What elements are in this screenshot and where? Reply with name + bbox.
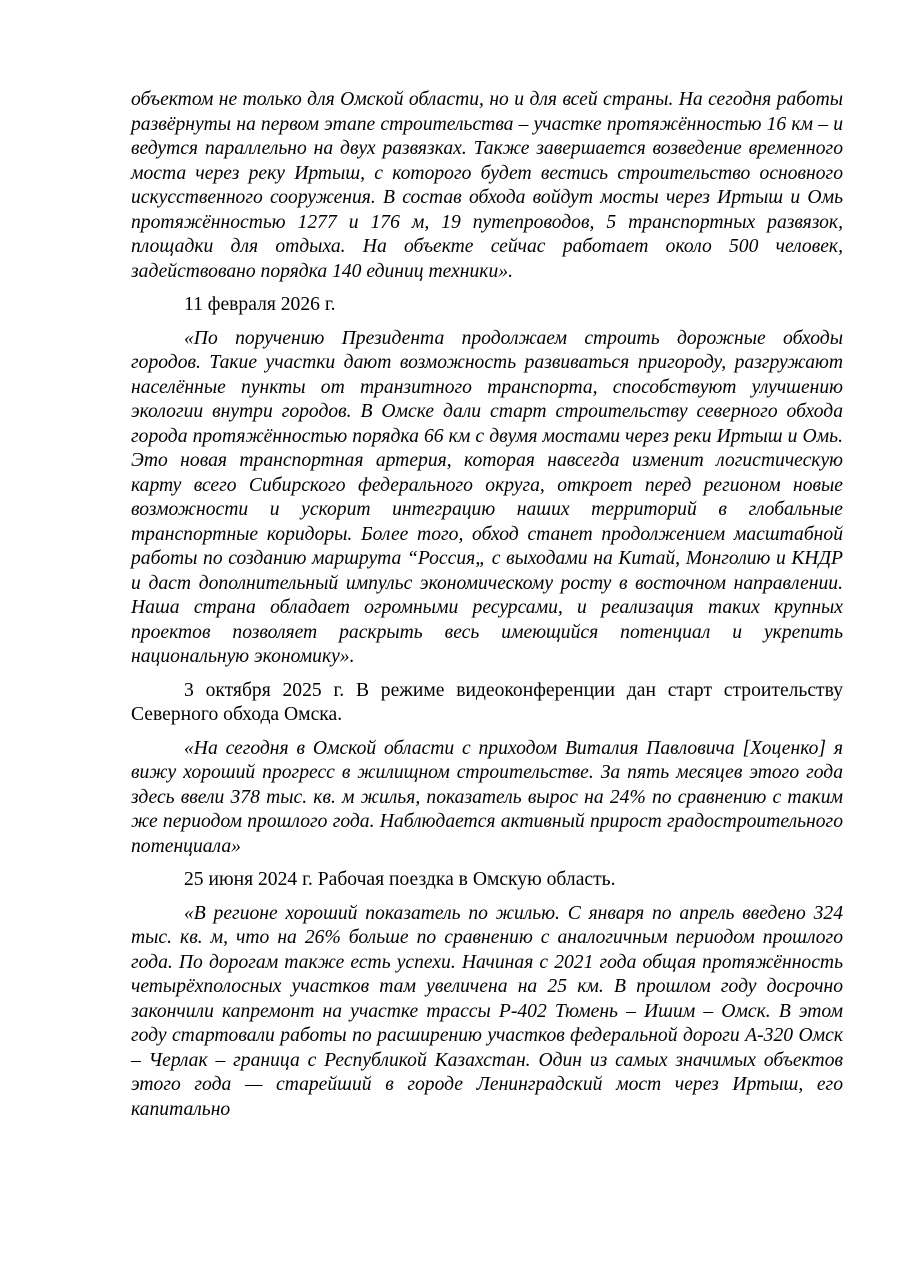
document-page: [131, 88, 843, 1122]
date-line: 11 февраля 2026 г.: [184, 294, 336, 315]
quote-paragraph-continued: объектом не только для Омской области, но и для всей страны. На сегодня работы развёрнуты на первом этапе строительства – участке протяжённостью 16 км – и ведутся параллельно на двух развязках. Также завершается возведение временного моста через реку Иртыш, с которого будет вестись строительство основного искусственного сооружения. В состав обхода войдут мосты через Иртыш и Омь протяжённостью 1277 и 176 м, 19 путепроводов, 5 транспортных развязок, площадки для отдыха. На объекте сейчас работает около 500 человек, задействовано порядка 140 единиц техники».: [131, 89, 843, 282]
quote-paragraph: «По поручению Президента продолжаем строить дорожные обходы городов. Такие участки дают возможность развиваться пригороду, разгружают населённые пункты от транзитного транспорта, способствуют улучшению экологии внутри городов. В Омске дали старт строительству северного обхода города протяжённостью порядка 66 км с двумя мостами через реки Иртыш и Омь. Это новая транспортная артерия, которая навсегда изменит логистическую карту всего Сибирского федерального округа, откроет перед регионом новые возможности и ускорит интеграцию наших территорий в глобальные транспортные коридоры. Более того, обход станет продолжением масштабной работы по созданию маршрута “Россия„ с выходами на Китай, Монголию и КНДР и даст дополнительный импульс экономическому росту в восточном направлении. Наша страна обладает огромными ресурсами, и реализация таких крупных проектов позволяет раскрыть весь имеющийся потенциал и укрепить национальную экономику».: [131, 327, 843, 667]
date-line: 3 октября 2025 г. В режиме видеоконференции дан старт строительству Северного обхода Омска.: [131, 679, 843, 725]
quote-paragraph: «В регионе хороший показатель по жилью. С января по апрель введено 324 тыс. кв. м, что на 26% больше по сравнению с аналогичным периодом прошлого года. По дорогам также есть успехи. Начиная с 2021 года общая протяжённость четырёхполосных участков там увеличена на 25 км. В прошлом году досрочно закончили капремонт на участке трассы Р-402 Тюмень – Ишим – Омск. В этом году стартовали работы по расширению участков федеральной дороги А-320 Омск – Черлак – граница с Республикой Казахстан. Один из самых значимых объектов этого года — старейший в городе Ленинградский мост через Иртыш, его капитально: [131, 902, 843, 1120]
quote-paragraph: «На сегодня в Омской области с приходом Виталия Павловича [Хоценко] я вижу хороший прогресс в жилищном строительстве. За пять месяцев этого года здесь ввели 378 тыс. кв. м жилья, показатель вырос на 24% по сравнению с таким же периодом прошлого года. Наблюдается активный прирост градостроительного потенциала»: [131, 737, 843, 857]
date-line: 25 июня 2024 г. Рабочая поездка в Омскую область.: [184, 869, 616, 890]
